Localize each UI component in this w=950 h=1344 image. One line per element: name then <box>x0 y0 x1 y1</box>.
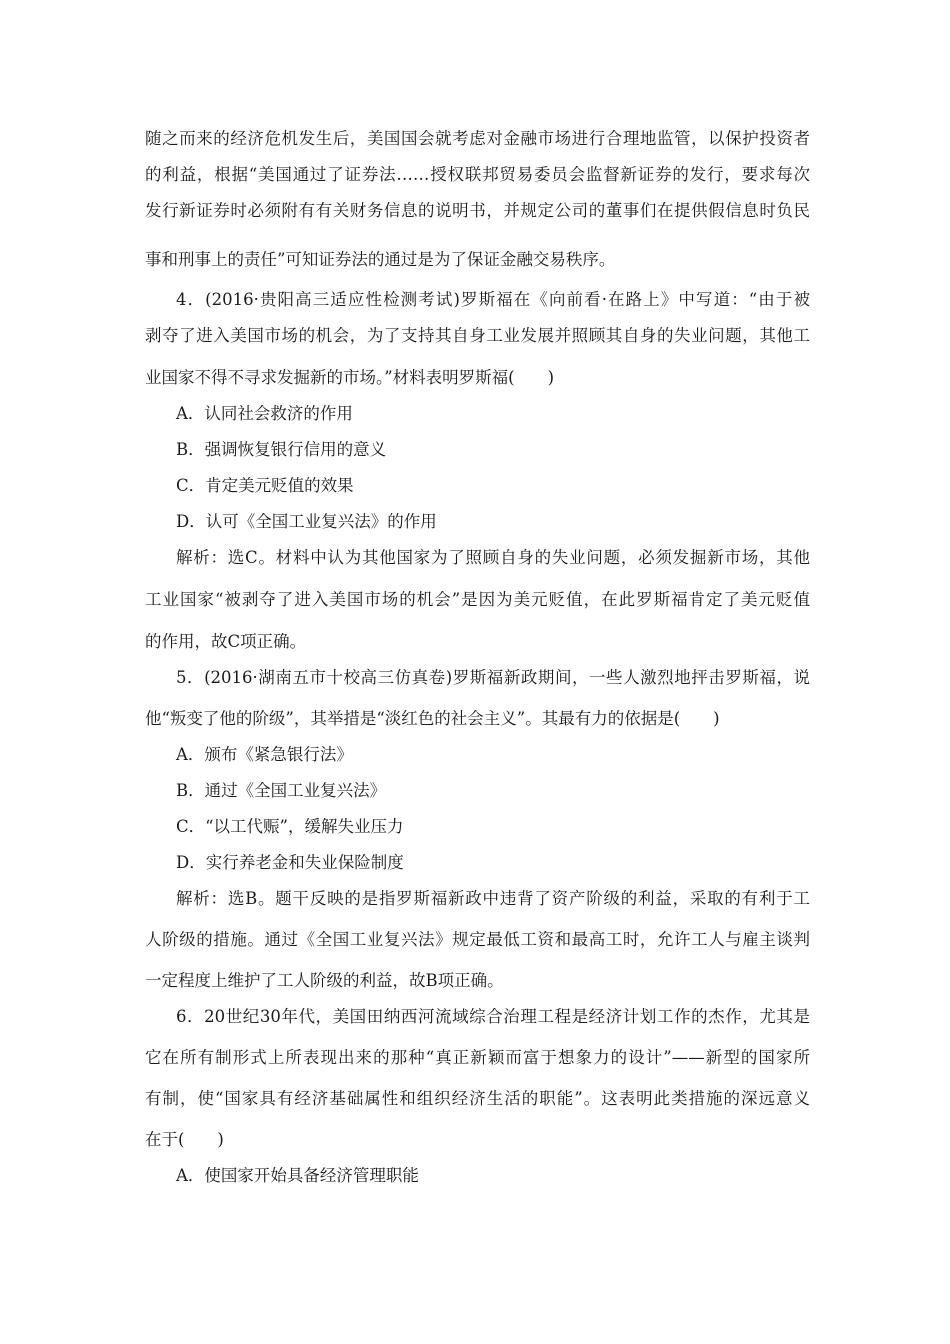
question-4-analysis: 的作用，故C项正确。 <box>145 632 307 651</box>
question-5-analysis: 一定程度上维护了工人阶级的利益，故B项正确。 <box>145 971 504 990</box>
carryover-line: 的利益，根据“美国通过了证券法……授权联邦贸易委员会监督新证券的发行，要求每次 <box>145 165 810 184</box>
question-4-analysis: 工业国家“被剥夺了进入美国市场的机会”是因为美元贬值，在此罗斯福肯定了美元贬值 <box>145 590 810 609</box>
carryover-line: 随之而来的经济危机发生后，美国国会就考虑对金融市场进行合理地监管，以保护投资者 <box>145 129 810 148</box>
question-4-analysis: 解析：选C。材料中认为其他国家为了照顾自身的失业问题，必须发掘新市场，其他 <box>176 548 810 567</box>
question-4-option-c: C．肯定美元贬值的效果 <box>176 476 354 495</box>
question-4-stem: 4．(2016·贵阳高三适应性检测考试)罗斯福在《向前看·在路上》中写道：“由于被 <box>176 290 810 309</box>
carryover-line: 事和刑事上的责任”可知证券法的通过是为了保证金融交易秩序。 <box>145 250 616 269</box>
question-6-stem: 6．20世纪30年代，美国田纳西河流域综合治理工程是经济计划工作的杰作，尤其是 <box>176 1007 810 1026</box>
question-5-stem: 他“叛变了他的阶级”，其举措是“淡红色的社会主义”。其最有力的依据是( ) <box>145 709 720 728</box>
question-5-option-b: B．通过《全国工业复兴法》 <box>176 781 387 800</box>
question-4-option-b: B．强调恢复银行信用的意义 <box>176 440 387 459</box>
question-4-stem: 业国家不得不寻求发掘新的市场。”材料表明罗斯福( ) <box>145 368 555 387</box>
question-6-stem: 在于( ) <box>145 1130 224 1149</box>
question-5-option-c: C．“以工代赈”，缓解失业压力 <box>176 817 404 836</box>
question-4-option-d: D．认可《全国工业复兴法》的作用 <box>176 512 437 531</box>
question-5-analysis: 人阶级的措施。通过《全国工业复兴法》规定最低工资和最高工时，允许工人与雇主谈判 <box>145 930 810 949</box>
question-6-stem: 它在所有制形式上所表现出来的那种“真正新颖而富于想象力的设计”——新型的国家所 <box>145 1048 810 1067</box>
carryover-line: 发行新证券时必须附有有关财务信息的说明书，并规定公司的董事们在提供假信息时负民 <box>145 201 810 220</box>
question-6-option-a: A．使国家开始具备经济管理职能 <box>176 1166 419 1185</box>
question-5-option-d: D．实行养老金和失业保险制度 <box>176 853 404 872</box>
question-4-stem: 剥夺了进入美国市场的机会，为了支持其自身工业发展并照顾其自身的失业问题，其他工 <box>145 326 810 345</box>
question-4-option-a: A．认同社会救济的作用 <box>176 404 353 423</box>
question-5-option-a: A．颁布《紧急银行法》 <box>176 745 353 764</box>
question-5-analysis: 解析：选B。题干反映的是指罗斯福新政中违背了资产阶级的利益，采取的有利于工 <box>176 889 810 908</box>
question-6-stem: 有制，使“国家具有经济基础属性和组织经济生活的职能”。这表明此类措施的深远意义 <box>145 1089 810 1108</box>
question-5-stem: 5．(2016·湖南五市十校高三仿真卷)罗斯福新政期间，一些人激烈地抨击罗斯福，说 <box>176 668 810 687</box>
